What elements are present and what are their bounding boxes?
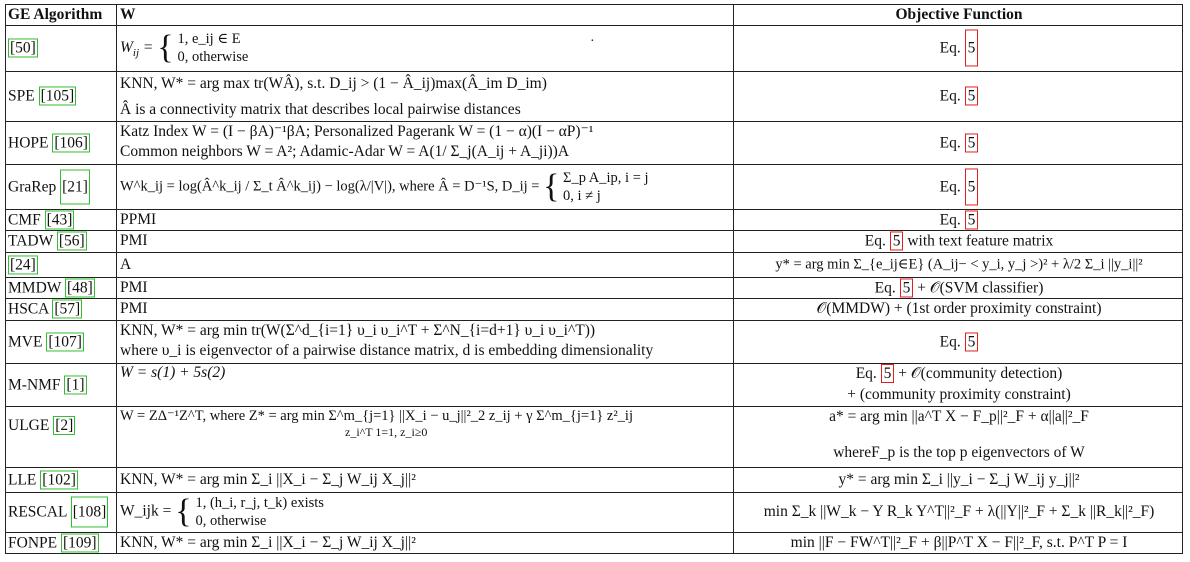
- algorithm-cell: HSCA [57]: [8, 300, 81, 318]
- citation-link[interactable]: 106: [59, 133, 83, 151]
- equation-link[interactable]: 5: [967, 332, 976, 350]
- objective-cell: [736, 168, 1182, 205]
- w-cell: [120, 73, 730, 122]
- w-case-line: 0, otherwise: [177, 49, 249, 65]
- table-row: [5, 25, 1183, 72]
- objective-cell: min Σ_k ||W_k − Y R_k Y^T||²_F + λ(||Y||²_F + Σ_k ||R_k||²_F): [763, 503, 1155, 520]
- algorithm-cell: TADW [56]: [8, 232, 85, 250]
- citation-link[interactable]: 56: [64, 232, 80, 250]
- equation-link[interactable]: 5: [967, 133, 976, 151]
- w-formula-line: KNN, W* = arg min tr(W(Σ^d_{i=1} υ_i υ_i^T + Σ^N_{i=d+1} υ_i υ_i^T)): [120, 322, 596, 339]
- algorithm-name: CMF: [8, 210, 41, 228]
- citation-link[interactable]: 48: [72, 278, 88, 296]
- algorithm-cell: [24]: [10, 255, 36, 273]
- table-row: [5, 164, 1183, 210]
- header-objective-function: Objective Function: [895, 5, 1023, 23]
- algorithm-name: HOPE: [8, 133, 49, 151]
- objective-cell: [736, 210, 1182, 229]
- table-row: [5, 532, 1183, 554]
- algorithm-name: M-NMF: [8, 375, 61, 393]
- algorithm-name: MVE: [8, 332, 43, 350]
- w-cell: [120, 494, 730, 530]
- w-case-line: 0, i ≠ j: [563, 187, 601, 204]
- w-formula: W_ijk =: [120, 502, 172, 520]
- table-row: [5, 209, 1183, 231]
- objective-cell: 𝒪(MMDW) + (1st order proximity constraint): [816, 300, 1102, 317]
- w-case-line: Σ_p A_ip, i = j: [563, 169, 649, 186]
- equation-link[interactable]: 5: [902, 278, 911, 296]
- w-cases: [195, 494, 323, 530]
- objective-line-2: + (community proximity constraint): [847, 385, 1071, 403]
- citation-link[interactable]: 107: [53, 332, 77, 350]
- objective-suffix: + 𝒪(SVM classifier): [917, 278, 1044, 296]
- table-row: [5, 230, 1183, 253]
- objective-cell: [736, 364, 1182, 406]
- w-formula-line: KNN, W* = arg max tr(WÂ), s.t. D_ij > (1 − Â_ij)max(Â_im D_im): [120, 75, 547, 92]
- objective-cell: y* = arg min Σ_i ||y_i − Σ_j W_ij y_j||²: [838, 470, 1080, 488]
- citation-link[interactable]: 2: [60, 417, 69, 434]
- algorithm-name: LLE: [8, 470, 37, 488]
- algorithm-cell: ULGE [2]: [8, 417, 74, 434]
- table-row: [5, 277, 1183, 299]
- algorithm-cell: HOPE [106]: [8, 133, 88, 151]
- algorithm-name: FONPE: [8, 533, 58, 551]
- objective-cell: [736, 29, 1182, 66]
- citation-link[interactable]: 1: [71, 375, 80, 393]
- w-description-line: Â is a connectivity matrix that describes local pairwise distances: [120, 101, 521, 119]
- brace-icon: {: [175, 493, 192, 530]
- w-cell: W = s(1) + 5s(2): [120, 364, 226, 381]
- w-cell: PMI: [120, 278, 148, 296]
- citation-link[interactable]: 108: [77, 503, 102, 521]
- objective-text: a* = arg min ||a^T X − F_p||²_F + α||a||²_F: [829, 408, 1089, 425]
- w-formula-line: Common neighbors W = A²; Adamic-Adar W = A(1/ Σ_j(A_ij + A_ji))A: [120, 143, 570, 161]
- objective-text: Eq.: [874, 278, 896, 296]
- objective-text: Eq.: [939, 177, 961, 195]
- equation-link[interactable]: 5: [892, 232, 901, 250]
- w-cell: [120, 408, 730, 440]
- algorithm-cell: [50]: [10, 39, 36, 57]
- algorithm-cell: MMDW [48]: [8, 278, 93, 296]
- equation-link[interactable]: 5: [967, 39, 976, 57]
- w-cell: [120, 122, 730, 162]
- header-ge-algorithm: GE Algorithm: [8, 5, 103, 23]
- objective-text: Eq.: [939, 332, 961, 350]
- algorithm-name: SPE: [8, 87, 35, 105]
- algorithm-name: ULGE: [8, 417, 50, 434]
- objective-cell: min ||F − FW^T||²_F + β||P^T X − F||²_F, s.t. P^T P = I: [790, 533, 1128, 551]
- citation-link[interactable]: 109: [68, 533, 92, 551]
- objective-text: Eq.: [855, 365, 877, 382]
- header-w: W: [120, 5, 136, 23]
- objective-text: Eq.: [864, 232, 886, 250]
- algorithm-cell: FONPE [109]: [8, 533, 97, 551]
- table-row: [5, 252, 1183, 278]
- objective-text: Eq.: [939, 39, 961, 57]
- w-cell: [120, 168, 730, 204]
- citation-link[interactable]: 57: [59, 300, 76, 318]
- brace-icon: {: [543, 167, 560, 205]
- objective-cell: [736, 133, 1182, 152]
- w-description-line: where υ_i is eigenvector of a pairwise distance matrix, d is embedding dimensionality: [120, 342, 654, 360]
- algorithm-name: TADW: [8, 232, 53, 250]
- equation-link[interactable]: 5: [967, 210, 976, 228]
- equation-link[interactable]: 5: [883, 365, 892, 382]
- objective-cell: [736, 231, 1182, 250]
- w-formula-line: Katz Index W = (I − βA)⁻¹βA; Personalized Pagerank W = (1 − α)(I − αP)⁻¹: [120, 123, 594, 140]
- w-cases: [177, 30, 248, 66]
- table-row: [5, 298, 1183, 321]
- stray-dot: ·: [590, 33, 595, 49]
- citation-link[interactable]: 102: [47, 470, 71, 488]
- w-cell: PMI: [120, 300, 148, 317]
- objective-text: Eq.: [939, 133, 961, 151]
- citation-link[interactable]: 21: [67, 177, 83, 195]
- table-row: [5, 71, 1183, 122]
- w-cell: PPMI: [120, 210, 157, 228]
- algorithm-cell: RESCAL [108]: [8, 496, 113, 527]
- citation-link[interactable]: 50: [15, 39, 31, 57]
- w-formula-line: W = ZΔ⁻¹Z^T, where Z* = arg min Σ^m_{j=1} ||X_i − u_j||²_2 z_ij + γ Σ^m_{j=1} z²_ij: [120, 408, 633, 424]
- objective-line-2: whereF_p is the top p eigenvectors of W: [833, 444, 1085, 461]
- w-cell: KNN, W* = arg min Σ_i ||X_i − Σ_j W_ij X_j||²: [120, 533, 416, 551]
- algorithm-cell: M-NMF [1]: [8, 375, 85, 393]
- objective-cell: y* = arg min Σ_{e_ij∈E} (A_ij− < y_i, y_j >)² + λ/2 Σ_i ||y_i||²: [775, 256, 1143, 272]
- objective-cell: [736, 332, 1182, 351]
- w-case-line: 0, otherwise: [195, 513, 267, 529]
- table-row: [5, 492, 1183, 533]
- table-row: [5, 320, 1183, 364]
- algorithm-cell: SPE [105]: [8, 87, 75, 105]
- equation-link[interactable]: 5: [967, 177, 976, 195]
- w-case-line: 1, e_ij ∈ E: [177, 30, 241, 47]
- w-formula: $W_{ij}$ =: [120, 38, 154, 59]
- algorithm-cell: CMF [43]: [8, 210, 73, 228]
- w-cell: [120, 30, 730, 66]
- table-row: [5, 363, 1183, 407]
- w-constraint-line: z_i^T 1=1, z_i≥0: [345, 425, 428, 439]
- w-formula: W^k_ij = log(Â^k_ij / Σ_t Â^k_ij) − log(λ/|V|), where Â = D⁻¹S, D_ij =: [120, 177, 540, 194]
- citation-link[interactable]: 43: [51, 210, 68, 228]
- algorithm-name: HSCA: [8, 300, 49, 318]
- algorithm-cell: MVE [107]: [8, 332, 82, 350]
- objective-suffix: + 𝒪(community detection): [898, 365, 1063, 382]
- table-row: [5, 406, 1183, 468]
- objective-cell: [736, 408, 1182, 462]
- w-case-line: 1, (h_i, r_j, t_k) exists: [195, 494, 324, 511]
- w-cell: PMI: [120, 232, 148, 249]
- objective-suffix: with text feature matrix: [907, 232, 1054, 250]
- citation-link[interactable]: 105: [45, 87, 70, 105]
- objective-text: Eq.: [939, 210, 961, 228]
- w-cell: A: [120, 255, 132, 273]
- algorithm-cell: LLE [102]: [8, 470, 76, 488]
- citation-link[interactable]: 24: [15, 255, 31, 273]
- table-row: [5, 467, 1183, 493]
- table-row: [5, 121, 1183, 165]
- brace-icon: {: [157, 29, 174, 66]
- equation-link[interactable]: 5: [967, 87, 976, 105]
- algorithm-name: GraRep: [8, 177, 57, 195]
- w-cases: [563, 168, 649, 204]
- objective-cell: [736, 86, 1182, 105]
- objective-cell: [736, 278, 1182, 297]
- w-cell: [120, 321, 730, 361]
- objective-text: Eq.: [939, 87, 961, 105]
- algorithm-name: RESCAL: [8, 503, 67, 521]
- w-cell: KNN, W* = arg min Σ_i ||X_i − Σ_j W_ij X_j||²: [120, 470, 416, 488]
- algorithm-name: MMDW: [8, 278, 62, 296]
- table-header-row: [5, 4, 1183, 26]
- algorithm-cell: GraRep [21]: [8, 169, 113, 204]
